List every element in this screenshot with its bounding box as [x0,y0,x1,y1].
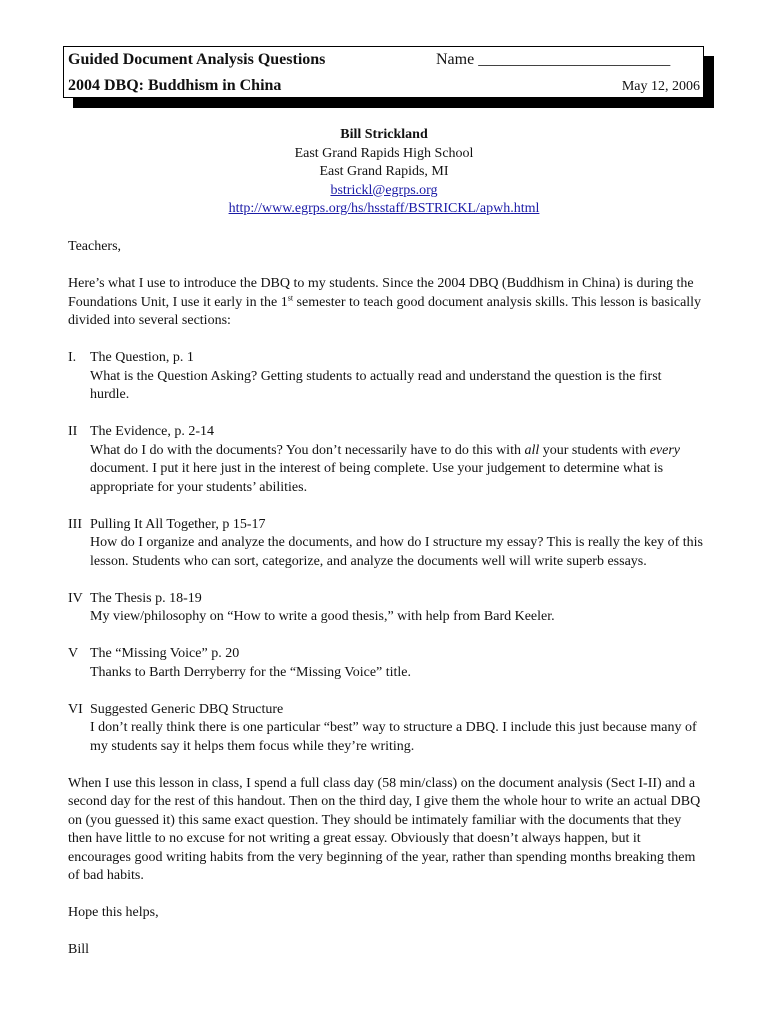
name-field: Name ________________________ [436,51,671,68]
signature: Bill [68,942,90,957]
section-description: What is the Question Asking? Getting students to actually read and understand the question is the first hurdle. [90,368,662,402]
author-email-link[interactable]: bstrickl@egrps.org [330,182,438,198]
section-iv [68,590,704,627]
salutation: Teachers, [68,239,122,254]
author-location: East Grand Rapids, MI [319,164,449,179]
document-header [63,46,704,98]
section-ii [68,423,704,497]
author-block [0,126,768,219]
section-number: IV [68,590,83,606]
document-title: Guided Document Analysis Questions [68,51,326,68]
ordinal-suffix: st [287,292,294,302]
section-number: VI [68,701,83,717]
author-name: Bill Strickland [340,127,428,142]
intro-paragraph: Here’s what I use to introduce the DBQ to my students. Since the 2004 DBQ (Buddhism in China) is during the Foundations Unit, I use it early in the 1st semester to teach good document analysis skills. This lesson is basically divided into several sections: [68,276,702,328]
section-title: The Thesis p. 18-19 [90,590,202,606]
document-subtitle: 2004 DBQ: Buddhism in China [68,77,282,94]
author-school: East Grand Rapids High School [294,145,474,161]
closing-paragraph: When I use this lesson in class, I spend a full class day (58 min/class) on the document analysis (Sect I-II) and a second day for the rest of this handout. Then on the third day, I give them the whole hour to write an actual DBQ on (you guessed it) this same exact question. They should be intimately familiar with the documents that they then have little to no excuse for not writing a great essay. Obviously that doesn’t always happen, but it encourages good writing habits from the very beginning of the year, rather than spending months breaking them of bad habits. [68,775,701,883]
section-number: II [68,424,78,439]
section-description: What do I do with the documents? You don’t necessarily have to do this with all your students with every document. I put it here just in the interest of being complete. Use your judgement to determine what is appropriate for your students’ abilities. [90,442,681,495]
section-vi [68,701,704,757]
section-title: Suggested Generic DBQ Structure [90,701,284,717]
section-title: Pulling It All Together, p 15-17 [90,516,266,532]
section-description: My view/philosophy on “How to write a good thesis,” with help from Bard Keeler. [90,609,555,624]
letter-body [68,238,704,978]
section-i [68,349,704,405]
section-number: I. [68,350,77,365]
section-number: III [68,516,82,532]
section-number: V [68,646,79,661]
emphasis-all: all [524,442,540,458]
section-description: I don’t really think there is one particular “best” way to structure a DBQ. I include this just because many of my students say it helps them focus while they’re writing. [90,720,697,754]
header-box [63,46,704,98]
sign-off: Hope this helps, [68,905,159,920]
emphasis-every: every [649,442,681,458]
section-iii [68,516,704,572]
document-date: May 12, 2006 [621,79,700,94]
section-v [68,645,704,682]
section-title: The Evidence, p. 2-14 [90,424,215,439]
section-title: The “Missing Voice” p. 20 [90,646,240,661]
section-title: The Question, p. 1 [90,350,194,365]
author-website-link[interactable]: http://www.egrps.org/hs/hsstaff/BSTRICKL/apwh.html [228,201,540,216]
section-description: How do I organize and analyze the documents, and how do I structure my essay? This is really the key of this lesson. Students who can sort, categorize, and analyze the documents well will write superb essays. [90,535,703,569]
section-description: Thanks to Barth Derryberry for the “Missing Voice” title. [90,664,412,680]
